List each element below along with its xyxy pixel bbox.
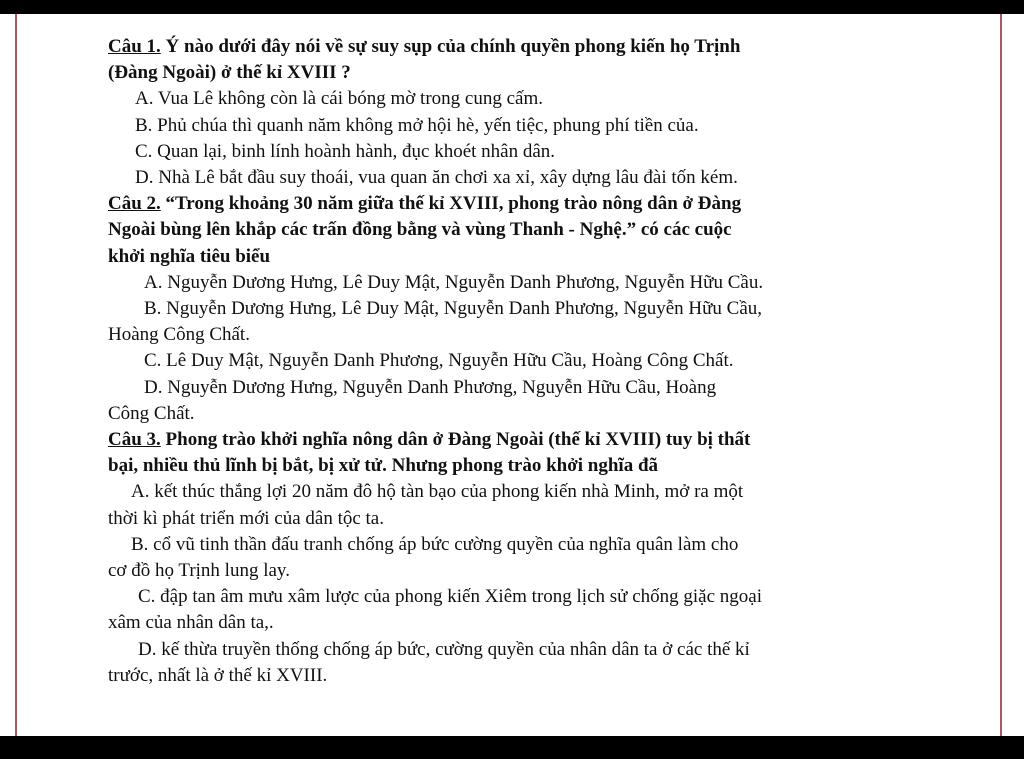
question-stem-text: Phong trào khởi nghĩa nông dân ở Đàng Ngoài (thế kỉ XVIII) tuy bị thất <box>160 429 751 451</box>
answer-option-b: B. Nguyễn Dương Hưng, Lê Duy Mật, Nguyễn Danh Phương, Nguyễn Hữu Cầu, <box>144 298 763 320</box>
question-stem-text: Ý nào dưới đây nói về sự suy sụp của chính quyền phong kiến họ Trịnh <box>160 36 741 57</box>
question-stem-line <box>108 34 903 60</box>
answer-option-c: C. Lê Duy Mật, Nguyễn Danh Phương, Nguyễn Hữu Cầu, Hoàng Công Chất. <box>144 350 734 372</box>
answer-option-c: C. đập tan âm mưu xâm lược của phong kiến Xiêm trong lịch sử chống giặc ngoại <box>138 586 762 608</box>
document-page <box>0 14 1024 736</box>
question-label: Câu 2. <box>108 193 161 215</box>
question-label: Câu 1. <box>108 36 161 57</box>
question-stem-line: (Đàng Ngoài) ở thế kỉ XVIII ? <box>108 62 351 84</box>
question-stem-line: bại, nhiều thủ lĩnh bị bắt, bị xử tử. Nhưng phong trào khởi nghĩa đã <box>108 455 659 477</box>
answer-option-c: C. Quan lại, binh lính hoành hành, đục khoét nhân dân. <box>135 140 556 162</box>
question-stem-line <box>108 427 903 453</box>
question-3 <box>108 427 903 689</box>
answer-option-b-continued: cơ đồ họ Trịnh lung lay. <box>108 560 290 582</box>
answer-option-b: B. cổ vũ tinh thần đấu tranh chống áp bức cường quyền của nghĩa quân làm cho <box>131 533 739 555</box>
question-1 <box>108 34 903 191</box>
question-2 <box>108 191 903 427</box>
question-stem-line: khởi nghĩa tiêu biểu <box>108 245 271 267</box>
answer-option-a: A. kết thúc thắng lợi 20 năm đô hộ tàn bạo của phong kiến nhà Minh, mở ra một <box>131 481 744 503</box>
quiz-content <box>108 34 903 689</box>
question-label: Câu 3. <box>108 429 161 451</box>
answer-option-d-continued: trước, nhất là ở thế kỉ XVIII. <box>108 664 328 686</box>
answer-option-a: A. Nguyễn Dương Hưng, Lê Duy Mật, Nguyễn Danh Phương, Nguyễn Hữu Cầu. <box>144 271 764 293</box>
answer-option-d: D. Nhà Lê bắt đầu suy thoái, vua quan ăn chơi xa xỉ, xây dựng lâu đài tốn kém. <box>135 167 738 189</box>
answer-option-c-continued: xâm của nhân dân ta,. <box>108 612 274 634</box>
question-stem-line <box>108 191 903 217</box>
question-stem-line: Ngoài bùng lên khắp các trấn đồng bằng và vùng Thanh - Nghệ.” có các cuộc <box>108 219 732 241</box>
answer-option-a-continued: thời kì phát triển mới của dân tộc ta. <box>108 507 384 529</box>
answer-option-a: A. Vua Lê không còn là cái bóng mờ trong cung cấm. <box>135 88 543 110</box>
answer-option-d-continued: Công Chất. <box>108 402 195 424</box>
answer-option-b: B. Phủ chúa thì quanh năm không mở hội hè, yến tiệc, phung phí tiền của. <box>135 114 699 136</box>
answer-option-d: D. Nguyễn Dương Hưng, Nguyễn Danh Phương, Nguyễn Hữu Cầu, Hoàng <box>144 376 717 398</box>
right-margin-line <box>1000 14 1002 736</box>
answer-option-d: D. kế thừa truyền thống chống áp bức, cường quyền của nhân dân ta ở các thế kỉ <box>138 638 750 660</box>
left-margin-line <box>15 14 17 736</box>
question-stem-text: “Trong khoảng 30 năm giữa thế kỉ XVIII, phong trào nông dân ở Đàng <box>160 193 742 215</box>
answer-option-b-continued: Hoàng Công Chất. <box>108 324 250 346</box>
